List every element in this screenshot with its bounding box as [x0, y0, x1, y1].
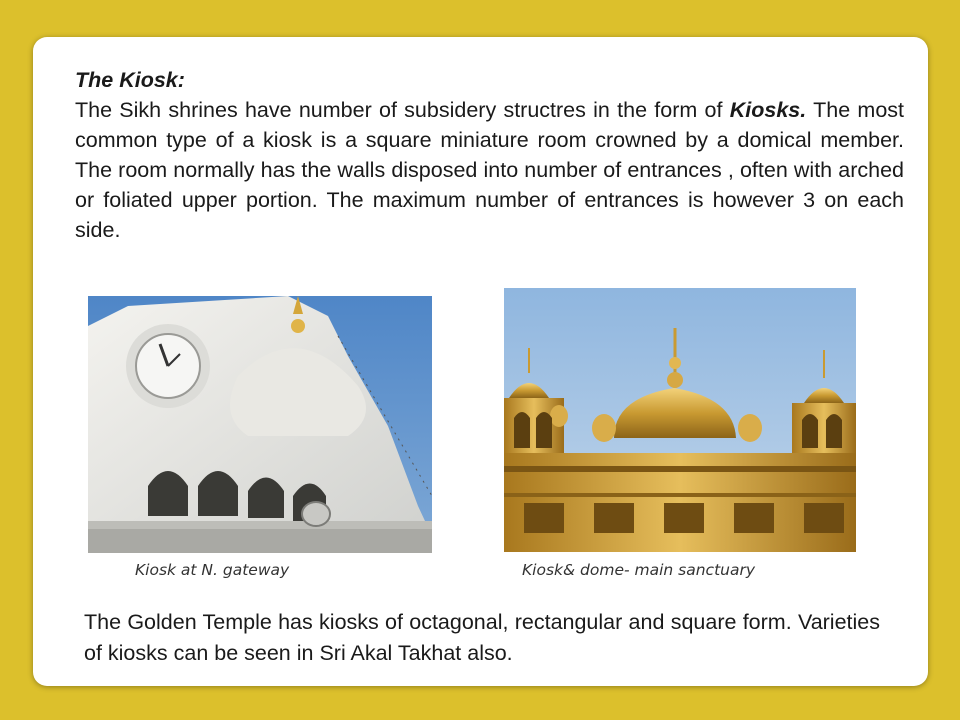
- intro-text-2: The most common type of a kiosk is a square miniature room crowned by a domical member. The room normally has the walls disposed into number of entrances , often with arched or foliated upper portion. The maximum number of entrances is however 3 on each side.: [75, 98, 905, 242]
- outro-paragraph: The Golden Temple has kiosks of octagonal, rectangular and square form. Varieties of kiosks can be seen in Sri Akal Takhat also.: [84, 610, 880, 665]
- intro-paragraph: [75, 65, 904, 245]
- caption-gateway: Kiosk at N. gateway: [135, 561, 290, 579]
- caption-sanctuary: Kiosk& dome- main sanctuary: [522, 561, 756, 579]
- intro-text-1: The Sikh shrines have number of subsidery structres in the form of: [75, 98, 730, 122]
- section-heading: The Kiosk:: [75, 68, 185, 92]
- kiosk-gateway-photo: [88, 296, 432, 553]
- intro-keyword: Kiosks.: [729, 98, 807, 122]
- kiosk-dome-photo: [504, 288, 856, 552]
